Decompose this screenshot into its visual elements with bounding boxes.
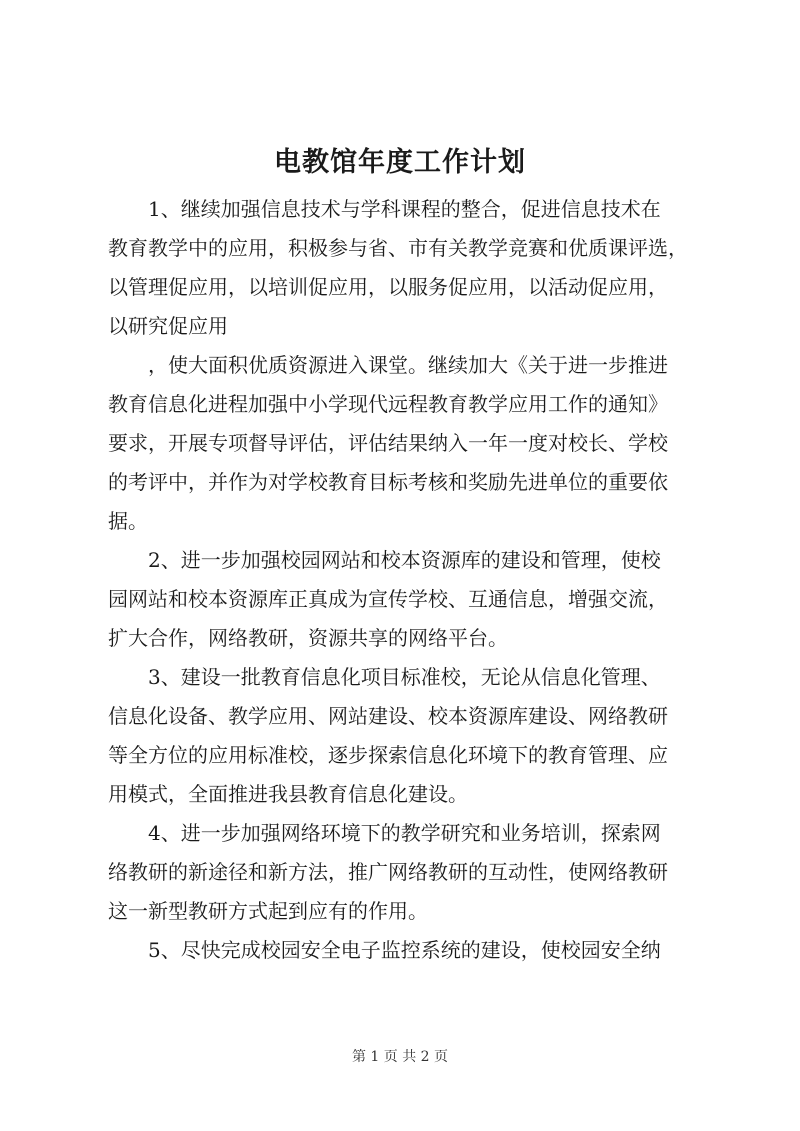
paragraph-2-line-5: 据。	[108, 509, 148, 533]
paragraph-1-line-4: 以研究促应用	[108, 314, 228, 338]
paragraph-5-line-3: 这一新型教研方式起到应有的作用。	[108, 899, 428, 923]
paragraph-5-line-1: 4、进一步加强网络环境下的教学研究和业务培训，探索网	[148, 821, 661, 845]
paragraph-1-line-2: 教育教学中的应用，积极参与省、市有关教学竞赛和优质课评选，	[108, 236, 688, 260]
document-body	[108, 190, 702, 970]
paragraph-3-line-3: 扩大合作，网络教研，资源共享的网络平台。	[108, 626, 508, 650]
paragraph-6-line-1: 5、尽快完成校园安全电子监控系统的建设，使校园安全纳	[148, 938, 661, 962]
paragraph-3-line-2: 园网站和校本资源库正真成为宣传学校、互通信息，增强交流，	[108, 587, 668, 611]
paragraph-2-line-3: 要求，开展专项督导评估，评估结果纳入一年一度对校长、学校	[108, 431, 668, 455]
paragraph-2-line-4: 的考评中，并作为对学校教育目标考核和奖励先进单位的重要依	[108, 470, 668, 494]
paragraph-1-line-3: 以管理促应用，以培训促应用，以服务促应用，以活动促应用，	[108, 275, 668, 299]
paragraph-1-line-1: 1、继续加强信息技术与学科课程的整合，促进信息技术在	[148, 197, 661, 221]
paragraph-4-line-4: 用模式，全面推进我县教育信息化建设。	[108, 782, 468, 806]
paragraph-2-line-1: ，使大面积优质资源进入课堂。继续加大《关于进一步推进	[148, 353, 668, 377]
paragraph-4-line-3: 等全方位的应用标准校，逐步探索信息化环境下的教育管理、应	[108, 743, 668, 767]
paragraph-4-line-2: 信息化设备、教学应用、网站建设、校本资源库建设、网络教研	[108, 704, 668, 728]
paragraph-2-line-2: 教育信息化进程加强中小学现代远程教育教学应用工作的通知》	[108, 392, 668, 416]
document-title: 电教馆年度工作计划	[274, 147, 526, 178]
paragraph-4-line-1: 3、建设一批教育信息化项目标准校，无论从信息化管理、	[148, 665, 661, 689]
page-footer: 第 1 页 共 2 页	[351, 1049, 449, 1065]
paragraph-3-line-1: 2、进一步加强校园网站和校本资源库的建设和管理，使校	[148, 548, 661, 572]
paragraph-5-line-2: 络教研的新途径和新方法，推广网络教研的互动性，使网络教研	[108, 860, 668, 884]
